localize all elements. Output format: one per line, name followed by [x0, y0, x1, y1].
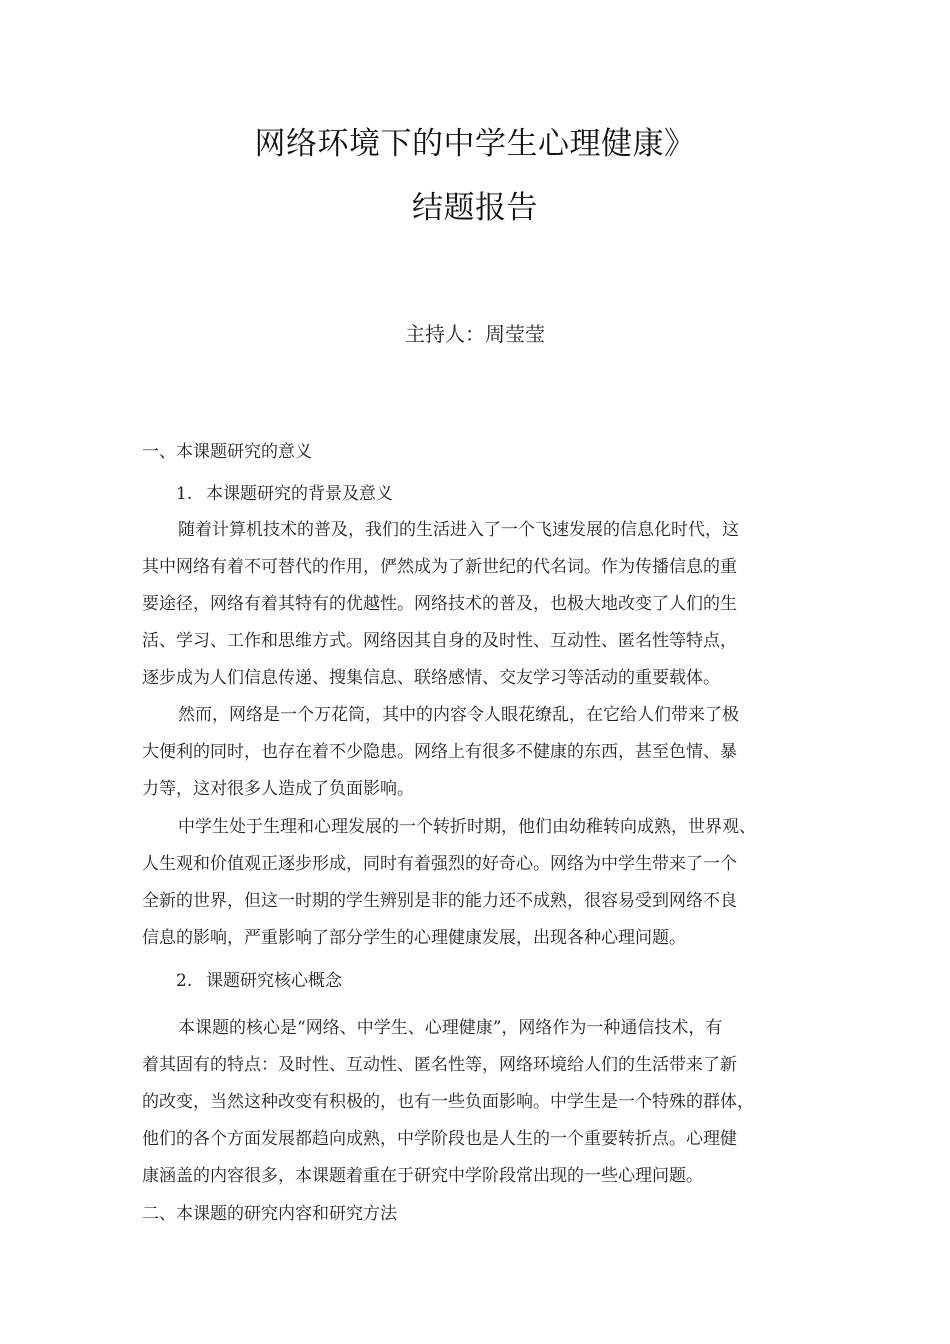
host-line: 主持人：周莹莹 [405, 322, 545, 346]
paragraph-line: 他们的各个方面发展都趋向成熟，中学阶段也是人生的一个重要转折点。心理健 [142, 1129, 737, 1149]
paragraph-line: 要途径，网络有着其特有的优越性。网络技术的普及，也极大地改变了人们的生 [142, 594, 737, 614]
document-subtitle: 结题报告 [412, 190, 538, 226]
paragraph-line: 的改变，当然这种改变有积极的，也有一些负面影响。中学生是一个特殊的群体， [142, 1092, 754, 1112]
paragraph-line: 活、学习、工作和思维方式。网络因其自身的及时性、互动性、匿名性等特点， [142, 631, 737, 651]
paragraph-line: 大便利的同时，也存在着不少隐患。网络上有很多不健康的东西，甚至色情、暴 [142, 742, 737, 762]
paragraph-line: 中学生处于生理和心理发展的一个转折时期，他们由幼稚转向成熟，世界观、 [178, 817, 756, 837]
subsection-number: 1. [176, 484, 193, 504]
paragraph-line: 人生观和价值观正逐步形成，同时有着强烈的好奇心。网络为中学生带来了一个 [142, 854, 737, 874]
paragraph-line: 随着计算机技术的普及，我们的生活进入了一个飞速发展的信息化时代，这 [178, 520, 739, 540]
paragraph-line: 全新的世界，但这一时期的学生辨别是非的能力还不成熟，很容易受到网络不良 [142, 891, 737, 911]
section-heading: 一、本课题研究的意义 [142, 442, 312, 462]
paragraph-line: 力等，这对很多人造成了负面影响。 [142, 779, 414, 799]
paragraph-line: 信息的影响，严重影响了部分学生的心理健康发展，出现各种心理问题。 [142, 928, 686, 948]
paragraph-line: 本课题的核心是“网络、中学生、心理健康”，网络作为一种通信技术，有 [178, 1018, 723, 1038]
paragraph-line: 逐步成为人们信息传递、搜集信息、联络感情、交友学习等活动的重要载体。 [142, 668, 720, 688]
section-heading: 二、本课题的研究内容和研究方法 [142, 1204, 397, 1224]
subsection-title: 本课题研究的背景及意义 [206, 484, 393, 504]
subsection-number: 2. [176, 971, 193, 991]
subsection-title: 课题研究核心概念 [206, 971, 342, 991]
subsection-heading [176, 479, 393, 504]
subsection-heading [176, 966, 342, 991]
paragraph-line: 着其固有的特点：及时性、互动性、匿名性等，网络环境给人们的生活带来了新 [142, 1055, 737, 1075]
paragraph-line: 其中网络有着不可替代的作用，俨然成为了新世纪的代名词。作为传播信息的重 [142, 557, 737, 577]
document-title: 网络环境下的中学生心理健康》 [254, 126, 696, 162]
paragraph-line: 康涵盖的内容很多，本课题着重在于研究中学阶段常出现的一些心理问题。 [142, 1166, 703, 1186]
paragraph-line: 然而，网络是一个万花筒，其中的内容令人眼花缭乱，在它给人们带来了极 [178, 705, 739, 725]
